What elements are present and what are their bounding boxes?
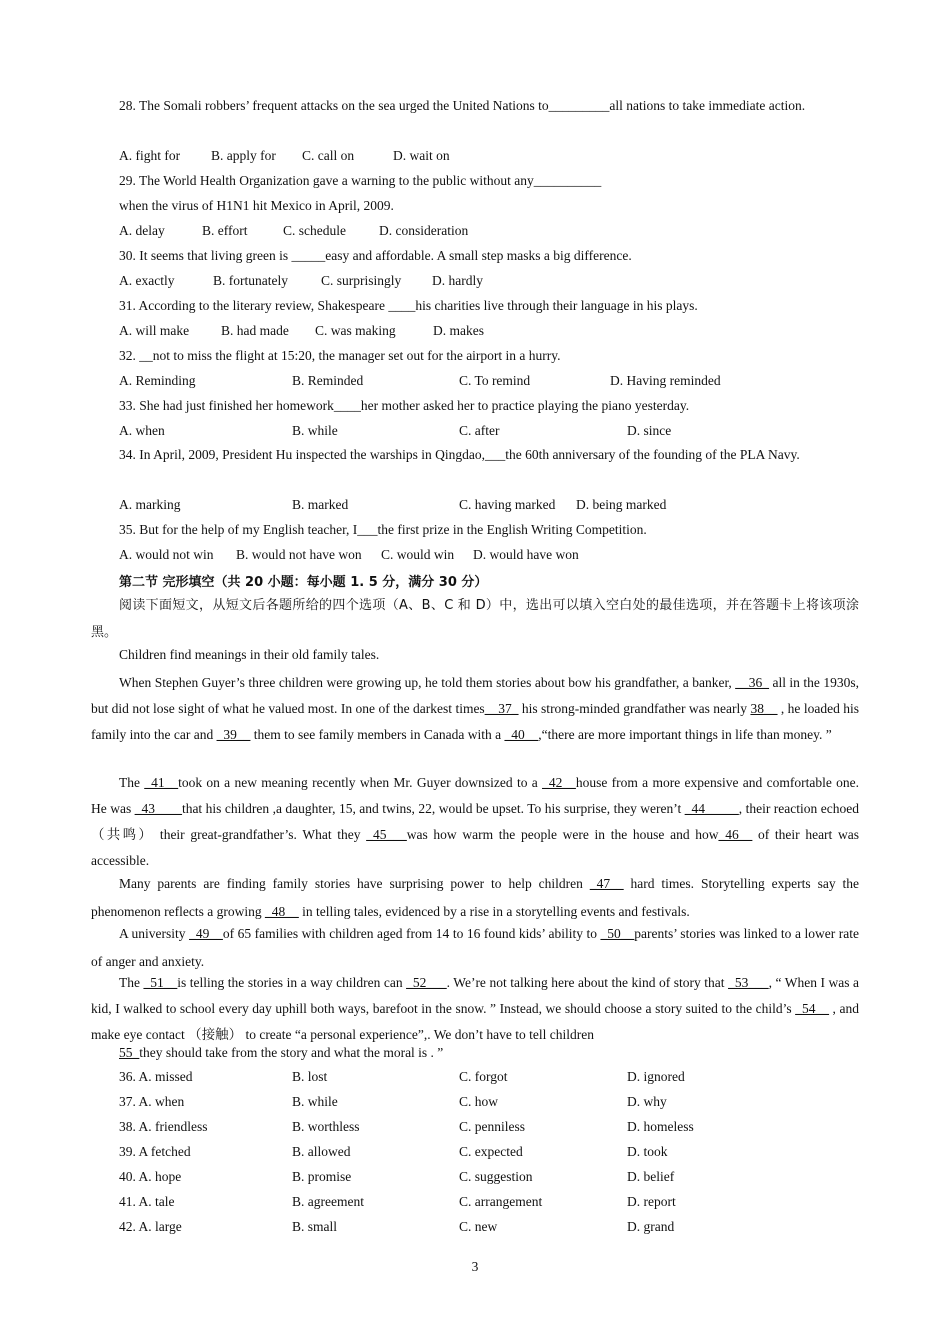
- blank-38: 38__: [750, 701, 778, 716]
- option: A. fight for: [119, 148, 181, 163]
- option: D. why: [627, 1094, 667, 1109]
- blank-54: _54__: [795, 1001, 829, 1016]
- blank-53: _53___: [728, 975, 769, 990]
- text: is telling the stories in a way children can: [177, 975, 407, 990]
- question-31-stem: 31. According to the literary review, Shakespeare ____his charities live through their language in his plays.: [119, 298, 698, 313]
- text: When Stephen Guyer’s three children were growing up, he told them stories about bow his grandfather, a banker,: [119, 675, 736, 690]
- option: B. marked: [292, 497, 349, 512]
- blank-48: _48__: [264, 904, 299, 919]
- blank-44: _44_____: [684, 801, 739, 816]
- question-32-stem: 32. __not to miss the flight at 15:20, the manager set out for the airport in a hurry.: [119, 348, 561, 363]
- text: , their reaction echoed （共鸣） their great-grandfather’s. What they: [91, 801, 859, 842]
- text: that his children ,a daughter, 15, and twins, 22, would be upset. To his surprise, they weren’t: [181, 801, 685, 816]
- option: D. makes: [433, 323, 484, 338]
- option: B. effort: [202, 223, 248, 238]
- option: B. worthless: [292, 1119, 360, 1134]
- option: 38. A. friendless: [119, 1119, 208, 1134]
- text: The: [119, 975, 144, 990]
- text: . We’re not talking here about the kind of story that: [446, 975, 729, 990]
- option: C. was making: [315, 323, 396, 338]
- question-35-stem: 35. But for the help of my English teacher, I___the first prize in the English Writing Competition.: [119, 522, 647, 537]
- option: D. report: [627, 1194, 676, 1209]
- passage-paragraph-3: [91, 870, 859, 926]
- option: D. homeless: [627, 1119, 694, 1134]
- option: A. delay: [119, 223, 165, 238]
- blank-52: _52___: [406, 975, 447, 990]
- page-number: 3: [471, 1259, 479, 1274]
- option: C. schedule: [283, 223, 346, 238]
- option: D. being marked: [576, 497, 667, 512]
- option: A. Reminding: [119, 373, 196, 388]
- text: , and make eye contact （接触） to create “a personal experience”,. We don’t have to tell children: [91, 1001, 859, 1042]
- option: A. would not win: [119, 547, 214, 562]
- text: The: [119, 775, 145, 790]
- option: C. how: [459, 1094, 499, 1109]
- option: C. suggestion: [459, 1169, 533, 1184]
- option: B. apply for: [211, 148, 276, 163]
- blank-55: 55_: [119, 1045, 140, 1060]
- option: D. took: [627, 1144, 668, 1159]
- text: all in the 1930s, but did not lose sight of what he valued most. In one of the darkest times: [91, 675, 859, 716]
- option: B. fortunately: [213, 273, 288, 288]
- blank-36: __36_: [735, 675, 769, 690]
- option: C. penniless: [459, 1119, 525, 1134]
- option: C. forgot: [459, 1069, 508, 1084]
- option: B. would not have won: [236, 547, 362, 562]
- option: B. while: [292, 1094, 338, 1109]
- option: D. grand: [627, 1219, 675, 1234]
- text: of 65 families with children aged from 14 to 16 found kids’ ability to: [222, 926, 601, 941]
- option: A. marking: [119, 497, 181, 512]
- option: C. new: [459, 1219, 498, 1234]
- question-28-stem: 28. The Somali robbers’ frequent attacks on the sea urged the United Nations to_________all nations to take immediate action.: [119, 98, 806, 113]
- option: 42. A. large: [119, 1219, 182, 1234]
- option: A. will make: [119, 323, 190, 338]
- text: was how warm the people were in the house and how: [406, 827, 719, 842]
- question-29-stem: 29. The World Health Organization gave a warning to the public without any__________: [119, 173, 602, 188]
- blank-39: _39__: [216, 727, 251, 742]
- option: B. agreement: [292, 1194, 364, 1209]
- option: C. surprisingly: [321, 273, 402, 288]
- option: C. call on: [302, 148, 355, 163]
- blank-46: _46__: [718, 827, 753, 842]
- text: hard times. Storytelling experts say the phenomenon reflects a growing: [91, 876, 859, 919]
- option: A. exactly: [119, 273, 175, 288]
- text: of their heart was accessible.: [91, 827, 859, 868]
- option: D. would have won: [473, 547, 579, 562]
- passage-paragraph-5: [91, 970, 859, 1048]
- text: them to see family members in Canada with a: [250, 727, 505, 742]
- blank-42: _42__: [542, 775, 576, 790]
- option: C. having marked: [459, 497, 556, 512]
- question-29-stem-cont: when the virus of H1N1 hit Mexico in April, 2009.: [119, 198, 394, 213]
- text: , “ When I was a kid, I walked to school every day uphill both ways, barefoot in the snow. ” Instead, we should choose a story suited to the child’s: [91, 975, 860, 1016]
- blank-43: _43____: [134, 801, 182, 816]
- option: D. consideration: [379, 223, 469, 238]
- passage-paragraph-2: [91, 770, 859, 874]
- option: B. lost: [292, 1069, 328, 1084]
- text: Many parents are finding family stories have surprising power to help children: [119, 876, 590, 891]
- blank-50: _50__: [600, 926, 635, 941]
- option: A. when: [119, 423, 165, 438]
- blank-41: _41__: [144, 775, 179, 790]
- passage-paragraph-4: [91, 920, 859, 976]
- question-33-stem: 33. She had just finished her homework____her mother asked her to practice playing the piano yesterday.: [119, 398, 690, 413]
- option: C. arrangement: [459, 1194, 543, 1209]
- option: B. promise: [292, 1169, 352, 1184]
- option: B. Reminded: [292, 373, 364, 388]
- option: 41. A. tale: [119, 1194, 175, 1209]
- option: D. since: [627, 423, 672, 438]
- section-heading: 第二节 完形填空（共 20 小题：每小题 1. 5 分，满分 30 分）: [119, 575, 488, 590]
- option: C. To remind: [459, 373, 531, 388]
- section-instructions: 阅读下面短文，从短文后各题所给的四个选项（A、B、C 和 D）中，选出可以填入空白处的最佳选项，并在答题卡上将该项涂黑。: [91, 598, 859, 640]
- passage-paragraph-1: [91, 670, 859, 748]
- text: his strong-minded grandfather was nearly: [518, 701, 751, 716]
- passage-title: Children find meanings in their old family tales.: [119, 647, 380, 662]
- text: they should take from the story and what the moral is . ”: [139, 1045, 444, 1060]
- text: in telling tales, evidenced by a rise in a storytelling events and festivals.: [298, 904, 690, 919]
- option: B. allowed: [292, 1144, 351, 1159]
- option: C. after: [459, 423, 500, 438]
- option: 40. A. hope: [119, 1169, 182, 1184]
- passage-paragraph-6: [119, 1045, 443, 1061]
- blank-37: __37_: [484, 701, 519, 716]
- blank-40: _40__: [504, 727, 539, 742]
- option: D. wait on: [393, 148, 450, 163]
- option: 36. A. missed: [119, 1069, 193, 1084]
- text: A university: [119, 926, 190, 941]
- text: house from a more expensive and comfortable one. He was: [91, 775, 860, 816]
- blank-45: _45___: [366, 827, 407, 842]
- text: , he loaded his family into the car and: [91, 701, 860, 742]
- option: B. small: [292, 1219, 338, 1234]
- option: C. would win: [381, 547, 455, 562]
- option: 39. A fetched: [119, 1144, 191, 1159]
- text: parents’ stories was linked to a lower rate of anger and anxiety.: [91, 926, 859, 969]
- blank-51: _51__: [143, 975, 178, 990]
- text: took on a new meaning recently when Mr. Guyer downsized to a: [178, 775, 543, 790]
- blank-47: _47__: [589, 876, 624, 891]
- question-30-stem: 30. It seems that living green is _____easy and affordable. A small step masks a big difference.: [119, 248, 632, 263]
- option: C. expected: [459, 1144, 523, 1159]
- option: D. hardly: [432, 273, 483, 288]
- option: D. ignored: [627, 1069, 685, 1084]
- option: B. had made: [221, 323, 289, 338]
- option: D. Having reminded: [610, 373, 721, 388]
- blank-49: _49__: [189, 926, 223, 941]
- question-34-stem: 34. In April, 2009, President Hu inspected the warships in Qingdao,___the 60th anniversary of the founding of the PLA Navy.: [119, 447, 800, 462]
- option: 37. A. when: [119, 1094, 185, 1109]
- option: B. while: [292, 423, 338, 438]
- text: ,“there are more important things in life than money. ”: [538, 727, 832, 742]
- option: D. belief: [627, 1169, 675, 1184]
